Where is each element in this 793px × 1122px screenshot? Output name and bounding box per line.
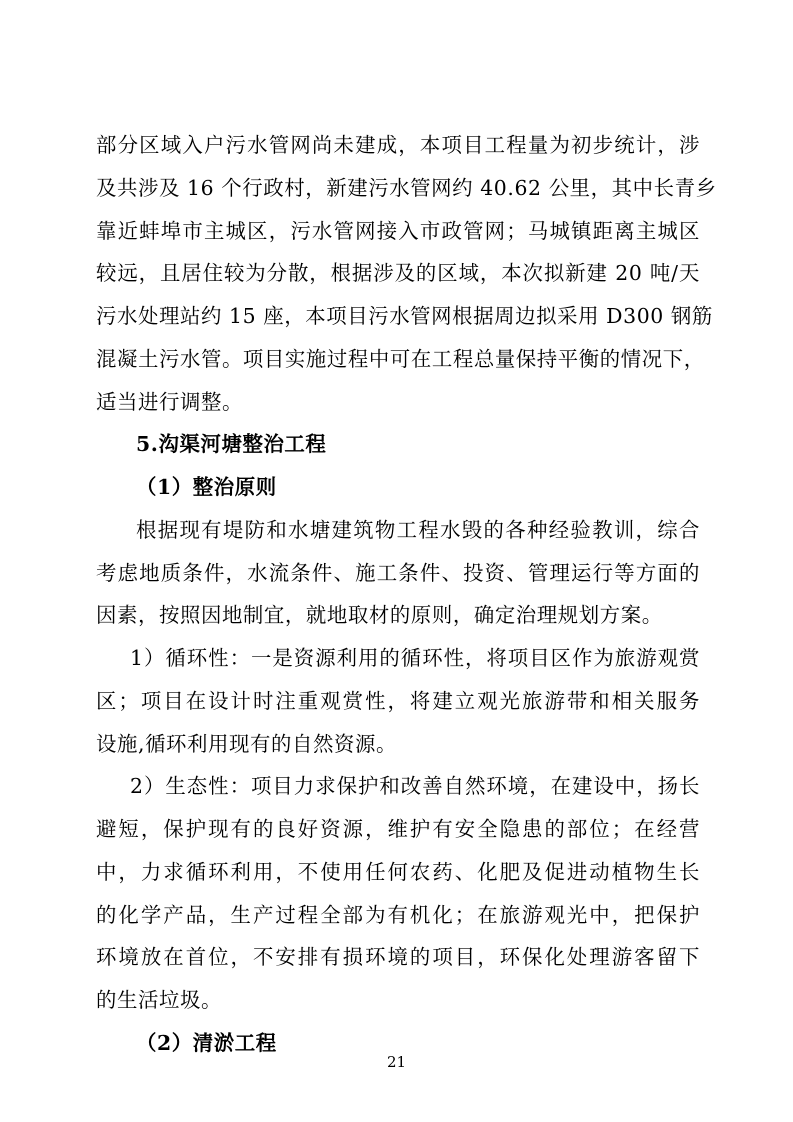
list-item-line: 2）生态性：项目力求保护和改善自然环境，在建设中，扬长 [130,774,700,798]
paragraph-line: 的化学产品，生产过程全部为有机化；在旅游观光中，把保护 [96,903,700,927]
paragraph-line: 中，力求循环利用，不使用任何农药、化肥及促进动植物生长 [96,860,700,884]
list-item-line: 1）循环性：一是资源利用的循环性，将项目区作为旅游观赏 [130,646,700,670]
paragraph-line: 污水处理站约 15 座，本项目污水管网根据周边拟采用 D300 钢筋 [96,304,713,328]
paragraph-line: 混凝土污水管。项目实施过程中可在工程总量保持平衡的情况下， [96,347,705,371]
paragraph-line: 适当进行调整。 [96,390,243,414]
paragraph-line: 区；项目在设计时注重观赏性，将建立观光旅游带和相关服务 [96,689,700,713]
paragraph-line: 的生活垃圾。 [96,988,222,1012]
paragraph-line: 考虑地质条件，水流条件、施工条件、投资、管理运行等方面的 [96,561,700,585]
subsection-heading: （2）清淤工程 [136,1031,277,1055]
paragraph-line: 较远，且居住较为分散，根据涉及的区域，本次拟新建 20 吨/天 [96,261,700,285]
paragraph-line: 根据现有堤防和水塘建筑物工程水毁的各种经验教训，综合 [136,518,700,542]
paragraph-line: 部分区域入户污水管网尚未建成，本项目工程量为初步统计，涉 [96,133,700,157]
paragraph-line: 因素，按照因地制宜，就地取材的原则，确定治理规划方案。 [96,603,663,627]
paragraph-line: 靠近蚌埠市主城区，污水管网接入市政管网；马城镇距离主城区 [96,219,700,243]
paragraph-line: 及共涉及 16 个行政村，新建污水管网约 40.62 公里，其中长青乡 [96,176,717,200]
page-number: 21 [386,1053,407,1071]
subsection-heading: （1）整治原则 [136,475,277,499]
paragraph-line: 设施,循环利用现有的自然资源。 [96,732,397,756]
paragraph-line: 环境放在首位，不安排有损环境的项目，环保化处理游客留下 [96,945,700,969]
paragraph-line: 避短，保护现有的良好资源，维护有安全隐患的部位；在经营 [96,817,700,841]
section-heading: 5.沟渠河塘整治工程 [136,432,327,456]
